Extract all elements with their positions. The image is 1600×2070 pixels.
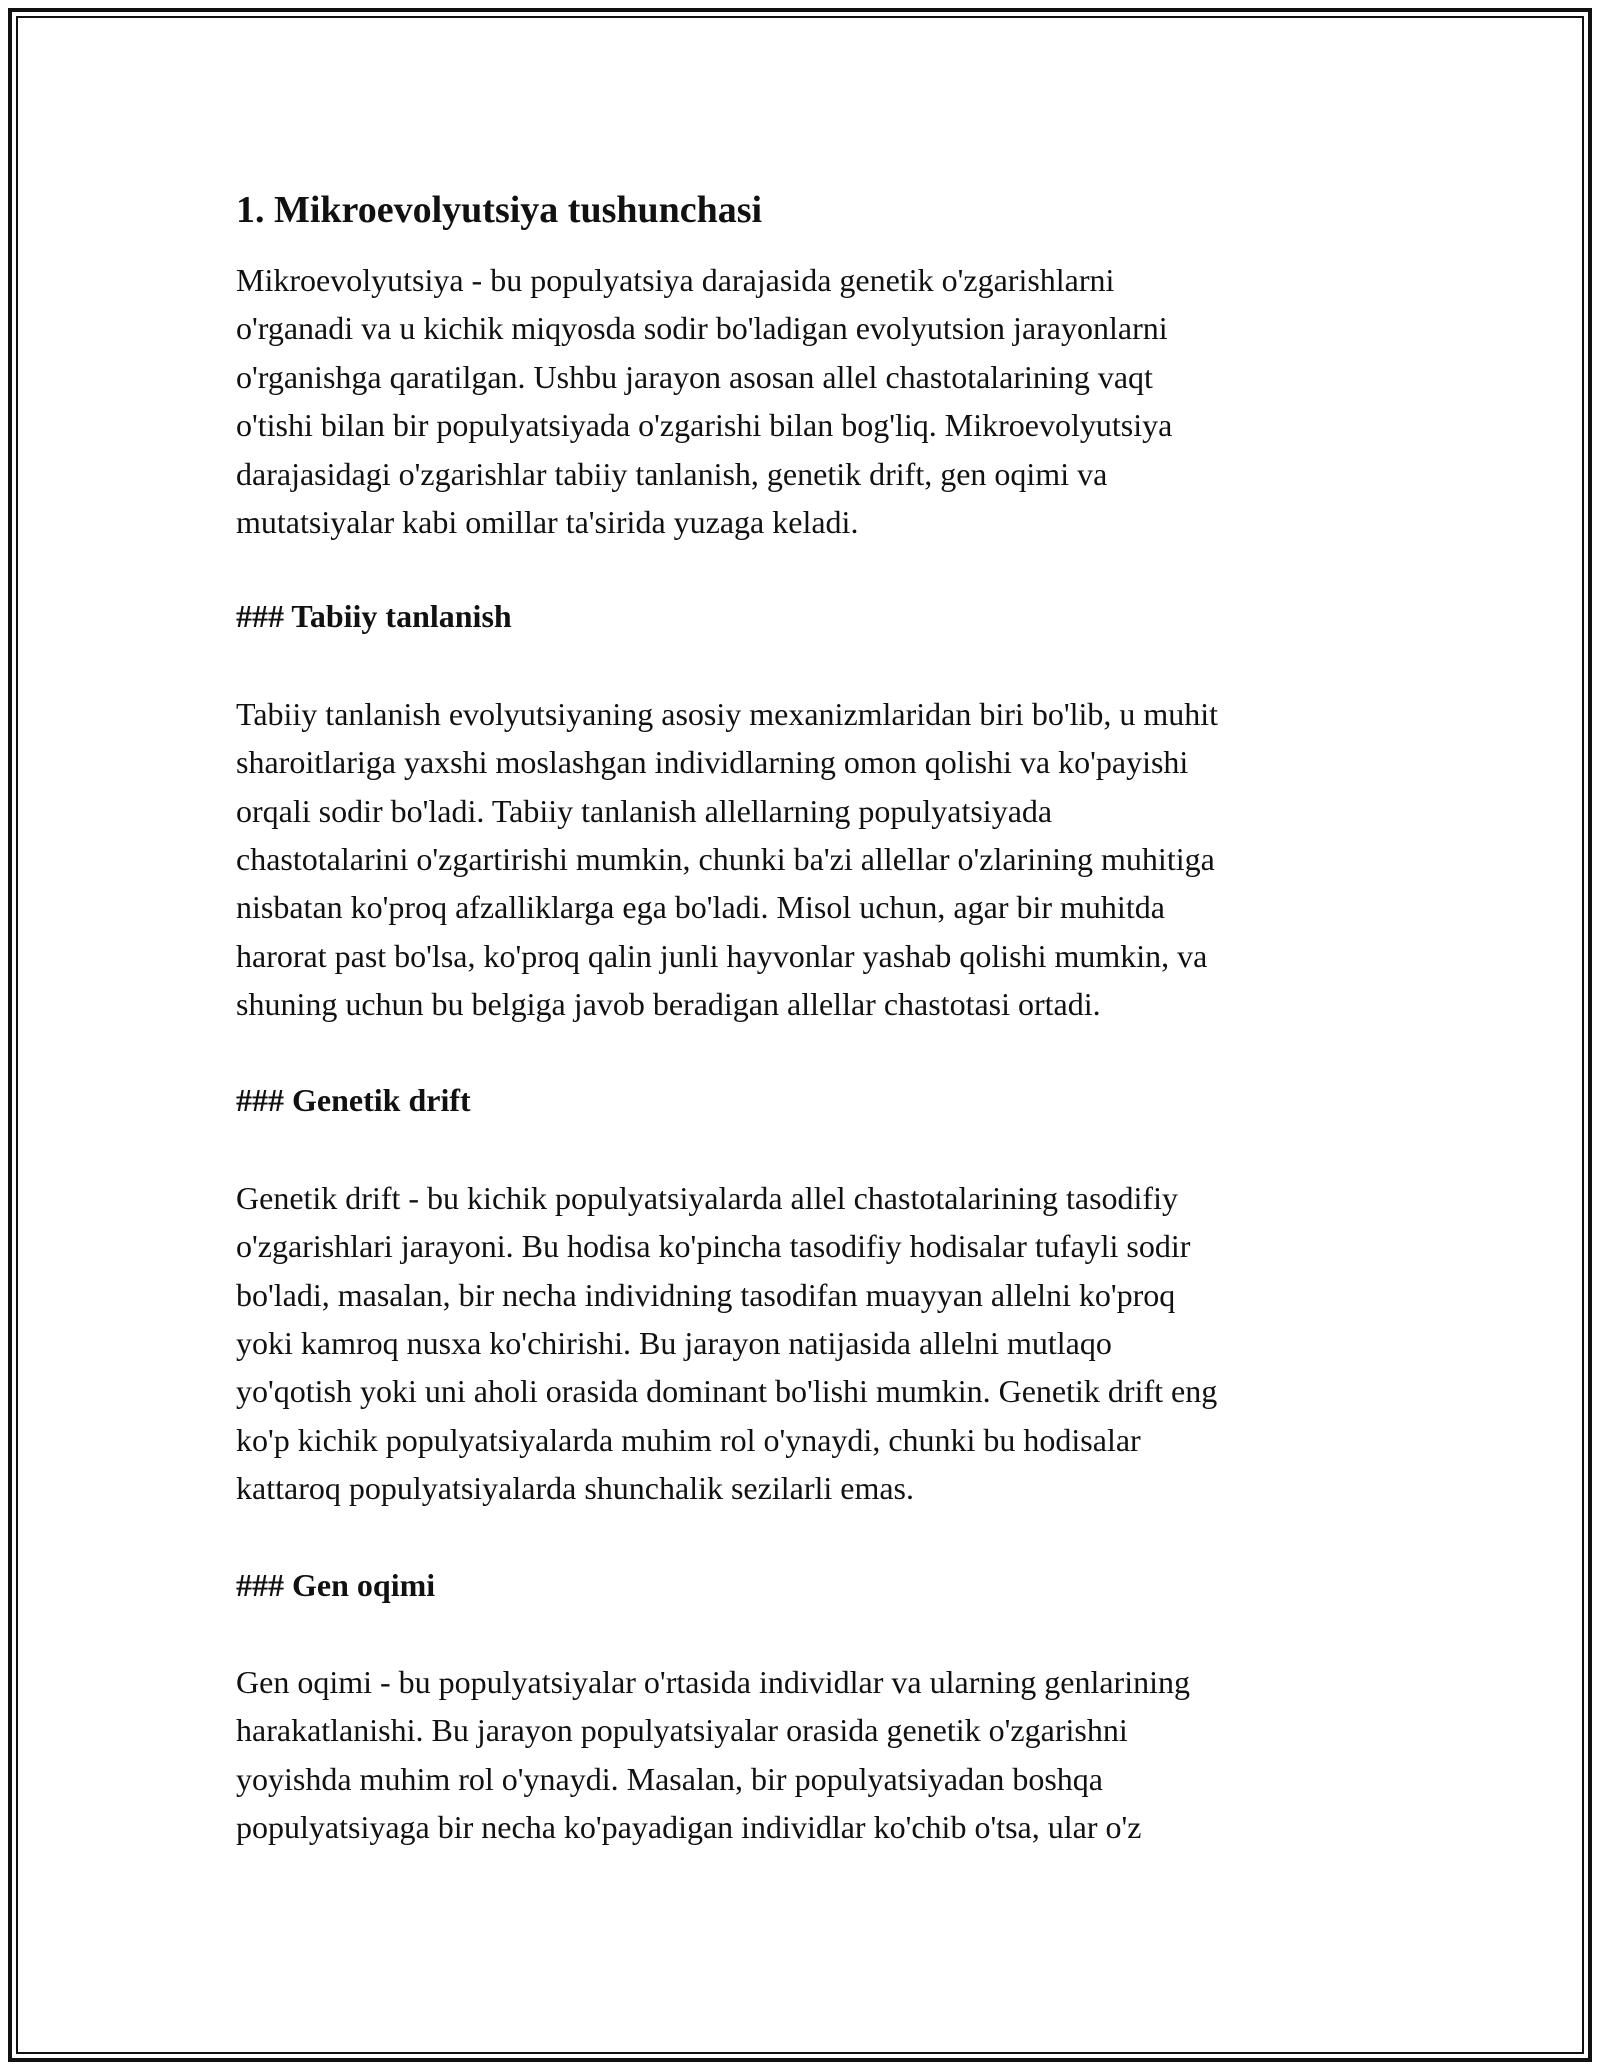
section-heading-tabiiy-tanlanish: ### Tabiiy tanlanish bbox=[236, 598, 512, 635]
text-line: mutatsiyalar kabi omillar ta'sirida yuzaga keladi. bbox=[236, 503, 859, 540]
text-line: populyatsiyaga bir necha ko'payadigan individlar ko'chib o'tsa, ular o'z bbox=[236, 1809, 1142, 1846]
text-line: nisbatan ko'proq afzalliklarga ega bo'ladi. Misol uchun, agar bir muhitda bbox=[236, 889, 1165, 926]
text-line: harakatlanishi. Bu jarayon populyatsiyalar orasida genetik o'zgarishni bbox=[236, 1712, 1128, 1749]
text-line: o'tishi bilan bir populyatsiyada o'zgarishi bilan bog'liq. Mikroevolyutsiya bbox=[236, 407, 1173, 444]
page-title: 1. Mikroevolyutsiya tushunchasi bbox=[236, 189, 763, 231]
text-line: orqali sodir bo'ladi. Tabiiy tanlanish allellarning populyatsiyada bbox=[236, 792, 1053, 829]
text-line: darajasidagi o'zgarishlar tabiiy tanlanish, genetik drift, gen oqimi va bbox=[236, 455, 1108, 492]
text-line: yoyishda muhim rol o'ynaydi. Masalan, bir populyatsiyadan boshqa bbox=[236, 1760, 1103, 1797]
text-line: o'zgarishlari jarayoni. Bu hodisa ko'pincha tasodifiy hodisalar tufayli sodir bbox=[236, 1228, 1191, 1265]
text-line: chastotalarini o'zgartirishi mumkin, chunki ba'zi allellar o'zlarining muhitiga bbox=[236, 840, 1215, 877]
text-line: o'rganishga qaratilgan. Ushbu jarayon asosan allel chastotalarining vaqt bbox=[236, 358, 1153, 395]
text-line: yo'qotish yoki uni aholi orasida dominant bo'lishi mumkin. Genetik drift eng bbox=[236, 1373, 1218, 1410]
section-paragraph-genetik-drift bbox=[236, 1174, 1376, 1513]
text-line: Genetik drift - bu kichik populyatsiyalarda allel chastotalarining tasodifiy bbox=[236, 1179, 1178, 1216]
text-line: shuning uchun bu belgiga javob beradigan allellar chastotasi ortadi. bbox=[236, 986, 1101, 1023]
section-paragraph-tabiiy-tanlanish bbox=[236, 690, 1376, 1029]
section-paragraph-gen-oqimi bbox=[236, 1658, 1376, 1852]
text-line: Tabiiy tanlanish evolyutsiyaning asosiy mexanizmlaridan biri bo'lib, u muhit bbox=[236, 695, 1219, 732]
section-heading-gen-oqimi: ### Gen oqimi bbox=[236, 1566, 436, 1603]
text-line: harorat past bo'lsa, ko'proq qalin junli hayvonlar yashab qolishi mumkin, va bbox=[236, 937, 1208, 974]
text-line: sharoitlariga yaxshi moslashgan individlarning omon qolishi va ko'payishi bbox=[236, 744, 1189, 781]
text-line: o'rganadi va u kichik miqyosda sodir bo'ladigan evolyutsion jarayonlarni bbox=[236, 310, 1168, 347]
text-line: kattaroq populyatsiyalarda shunchalik sezilarli emas. bbox=[236, 1470, 914, 1507]
text-line: Mikroevolyutsiya - bu populyatsiya darajasida genetik o'zgarishlarni bbox=[236, 262, 1115, 298]
text-line: yoki kamroq nusxa ko'chirishi. Bu jarayon natijasida allelni mutlaqo bbox=[236, 1325, 1112, 1362]
section-heading-genetik-drift: ### Genetik drift bbox=[236, 1082, 471, 1119]
intro-paragraph bbox=[236, 256, 1376, 546]
text-line: bo'ladi, masalan, bir necha individning tasodifan muayyan allelni ko'proq bbox=[236, 1276, 1176, 1313]
text-line: Gen oqimi - bu populyatsiyalar o'rtasida individlar va ularning genlarining bbox=[236, 1663, 1190, 1700]
text-line: ko'p kichik populyatsiyalarda muhim rol o'ynaydi, chunki bu hodisalar bbox=[236, 1421, 1141, 1458]
document-body bbox=[236, 186, 1376, 1852]
